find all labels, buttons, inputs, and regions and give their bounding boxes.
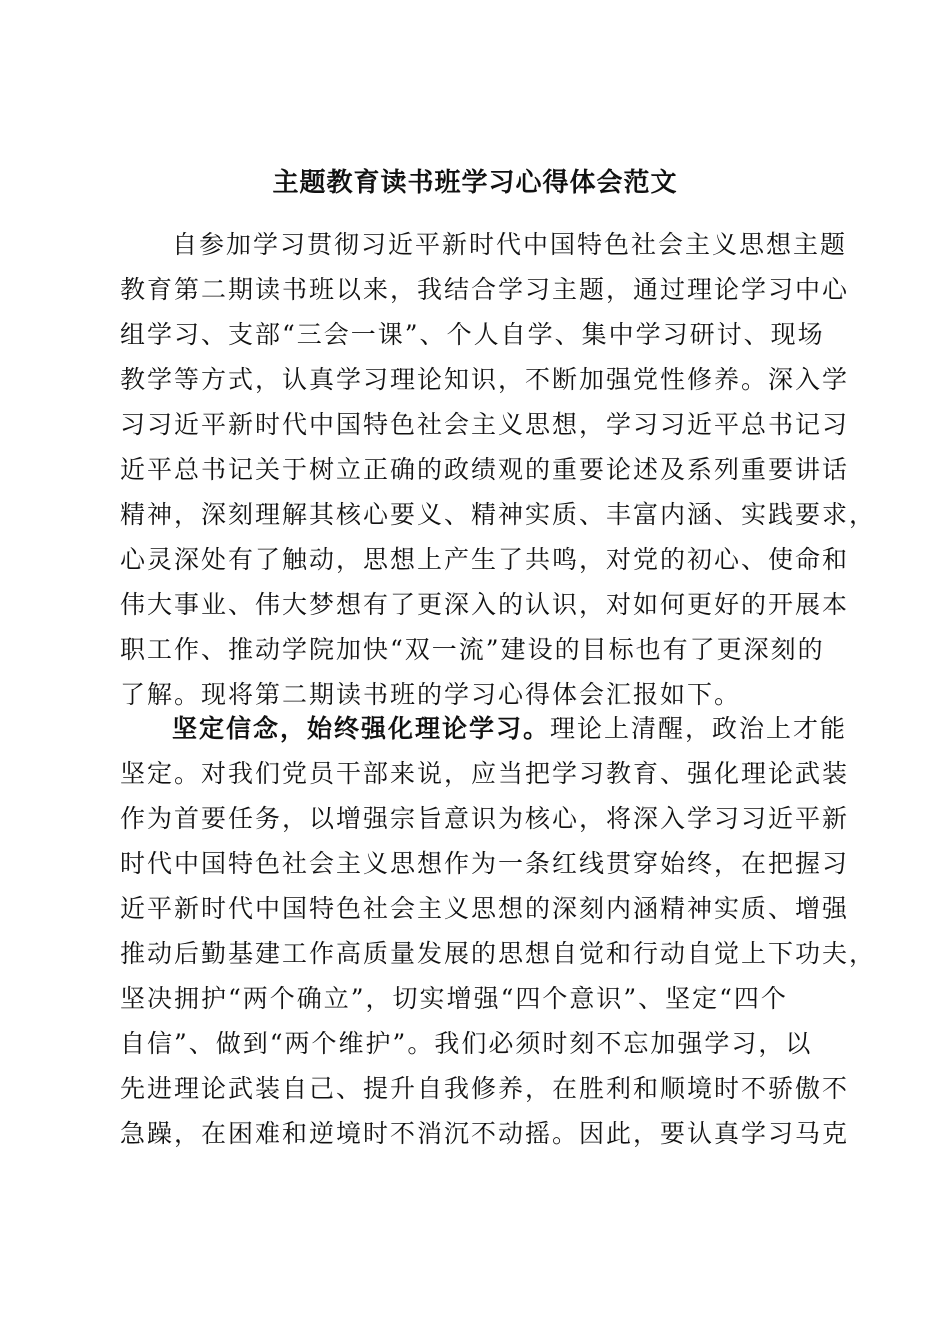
- paragraph-2-line: 坚决拥护“两个确立”，切实增强“四个意识”、坚定“四个: [120, 984, 788, 1013]
- document-title: 主题教育读书班学习心得体会范文: [272, 168, 678, 198]
- paragraph-1-line: 精神，深刻理解其核心要义、精神实质、丰富内涵、实践要求，: [120, 500, 877, 529]
- paragraph-2-first-line: [120, 706, 848, 751]
- paragraph-1-line: 心灵深处有了触动，思想上产生了共鸣，对党的初心、使命和: [120, 545, 850, 574]
- paragraph-1-line: 了解。现将第二期读书班的学习心得体会汇报如下。: [120, 680, 742, 709]
- paragraph-2-line: 急躁，在困难和逆境时不消沉不动摇。因此，要认真学习马克: [120, 1119, 850, 1148]
- paragraph-1-line: 组学习、支部“三会一课”、个人自学、集中学习研讨、现场: [120, 320, 825, 349]
- paragraph-2: [120, 706, 877, 1156]
- paragraph-2-line: 作为首要任务，以增强宗旨意识为核心，将深入学习习近平新: [120, 804, 850, 833]
- paragraph-1-line: 教学等方式，认真学习理论知识，不断加强党性修养。深入学: [120, 365, 850, 394]
- paragraph-1-line: 职工作、推动学院加快“双一流”建设的目标也有了更深刻的: [120, 635, 825, 664]
- paragraph-2-line: 自信”、做到“两个维护”。我们必须时刻不忘加强学习，以: [120, 1029, 813, 1058]
- paragraph-1-line: 教育第二期读书班以来，我结合学习主题，通过理论学习中心: [120, 275, 850, 304]
- paragraph-1-line: 习习近平新时代中国特色社会主义思想，学习习近平总书记习: [120, 410, 850, 439]
- paragraph-2-first-line-rest: 理论上清醒，政治上才能: [550, 714, 848, 743]
- paragraph-2-line: 时代中国特色社会主义思想作为一条红线贯穿始终，在把握习: [120, 849, 850, 878]
- paragraph-1-line: 自参加学习贯彻习近平新时代中国特色社会主义思想主题: [172, 230, 848, 259]
- paragraph-2-line: 推动后勤基建工作高质量发展的思想自觉和行动自觉上下功夫，: [120, 939, 877, 968]
- paragraph-1-line: 伟大事业、伟大梦想有了更深入的认识，对如何更好的开展本: [120, 590, 850, 619]
- paragraph-1-line: 近平总书记关于树立正确的政绩观的重要论述及系列重要讲话: [120, 455, 850, 484]
- paragraph-2-line: 近平新时代中国特色社会主义思想的深刻内涵精神实质、增强: [120, 894, 850, 923]
- paragraph-1: [120, 222, 877, 717]
- paragraph-2-lead: 坚定信念，始终强化理论学习。: [172, 714, 551, 743]
- paragraph-2-line: 坚定。对我们党员干部来说，应当把学习教育、强化理论武装: [120, 759, 850, 788]
- paragraph-2-line: 先进理论武装自己、提升自我修养，在胜利和顺境时不骄傲不: [120, 1074, 850, 1103]
